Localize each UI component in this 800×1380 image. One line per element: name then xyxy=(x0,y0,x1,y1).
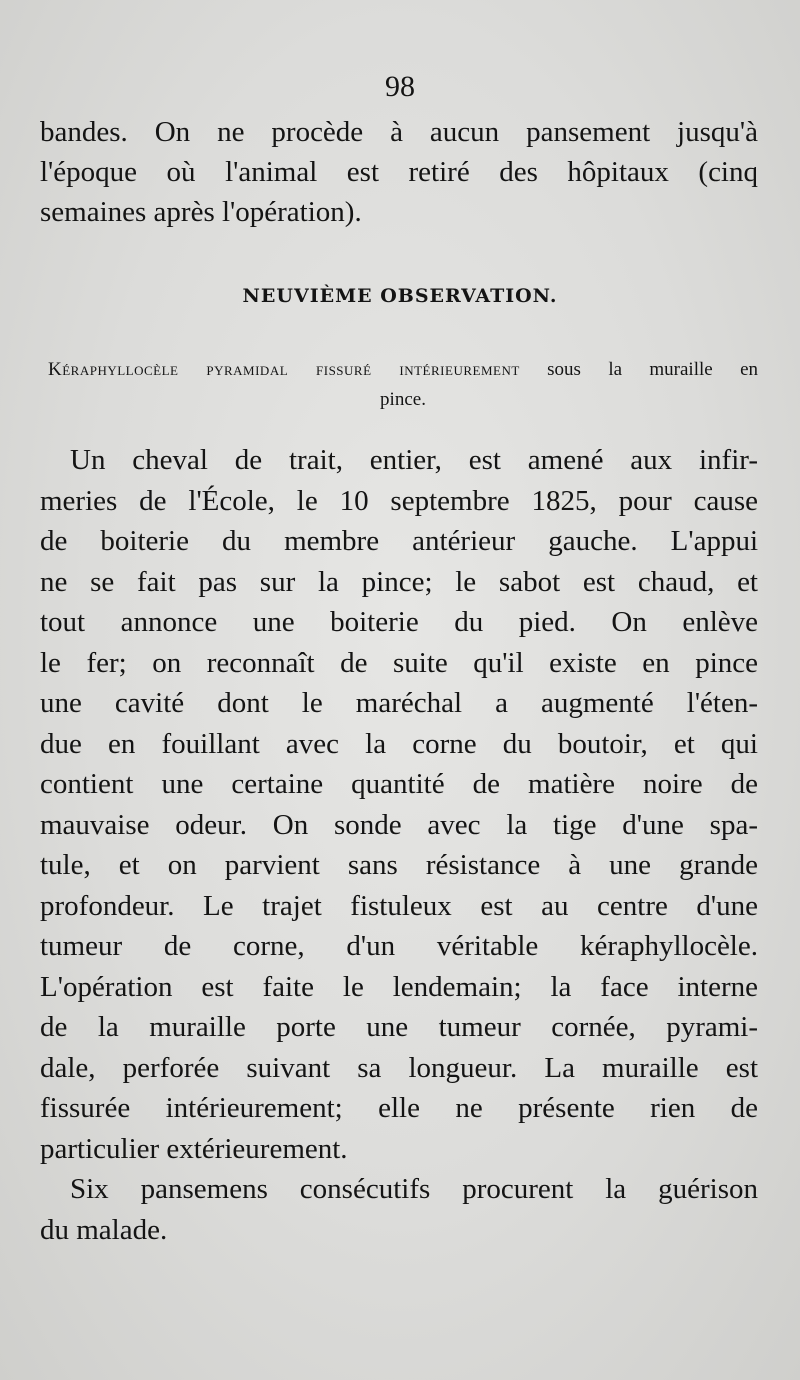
observation-body xyxy=(40,440,758,1250)
text-line: Six pansemens consécutifs procurent la guérison xyxy=(70,1173,758,1205)
text-line: de la muraille porte une tumeur cornée, pyrami- xyxy=(40,1011,758,1043)
text-line: l'époque où l'animal est retiré des hôpitaux (cinq xyxy=(40,156,758,188)
text-line: dale, perforée suivant sa longueur. La muraille est xyxy=(40,1051,758,1084)
text-line: contient une certaine quantité de matière noire de xyxy=(40,768,758,800)
observation-heading: NEUVIÈME OBSERVATION. xyxy=(242,285,558,307)
text-line: profondeur. Le trajet fistuleux est au centre d'une xyxy=(40,889,758,922)
text-line: particulier extérieurement. xyxy=(40,1132,348,1165)
text-line: ne se fait pas sur la pince; le sabot est chaud, et xyxy=(40,565,758,598)
text-line: L'opération est faite le lendemain; la face interne xyxy=(40,970,758,1003)
text-line: mauvaise odeur. On sonde avec la tige d'une spa- xyxy=(40,808,758,841)
subtitle-line-1 xyxy=(48,355,758,385)
text-line: le fer; on reconnaît de suite qu'il existe en pince xyxy=(40,646,758,679)
text-line: fissurée intérieurement; elle ne présente rien de xyxy=(40,1092,758,1124)
text-line: Un cheval de trait, entier, est amené aux infir- xyxy=(70,444,758,476)
text-line: meries de l'École, le 10 septembre 1825, pour cause xyxy=(40,484,758,517)
subtitle-rest: sous la muraille en xyxy=(547,359,759,380)
text-line: de boiterie du membre antérieur gauche. L'appui xyxy=(40,525,758,557)
continuation-paragraph xyxy=(40,112,758,232)
text-line: tumeur de corne, d'un véritable kéraphyllocèle. xyxy=(40,930,758,962)
text-line: une cavité dont le maréchal a augmenté l'éten- xyxy=(40,687,758,719)
subtitle-line-2: pince. xyxy=(380,389,426,410)
text-line: bandes. On ne procède à aucun pansement jusqu'à xyxy=(40,116,758,148)
text-line: du malade. xyxy=(40,1213,168,1246)
observation-subtitle xyxy=(48,355,758,415)
text-line: tule, et on parvient sans résistance à une grande xyxy=(40,849,758,881)
text-line: tout annonce une boiterie du pied. On enlève xyxy=(40,606,758,638)
text-line: semaines après l'opération). xyxy=(40,196,362,228)
page-number: 98 xyxy=(385,70,415,103)
subtitle-smallcaps: Kéraphyllocèle pyramidal fissuré intérieurement xyxy=(48,359,520,380)
text-line: due en fouillant avec la corne du boutoir, et qui xyxy=(40,727,758,760)
